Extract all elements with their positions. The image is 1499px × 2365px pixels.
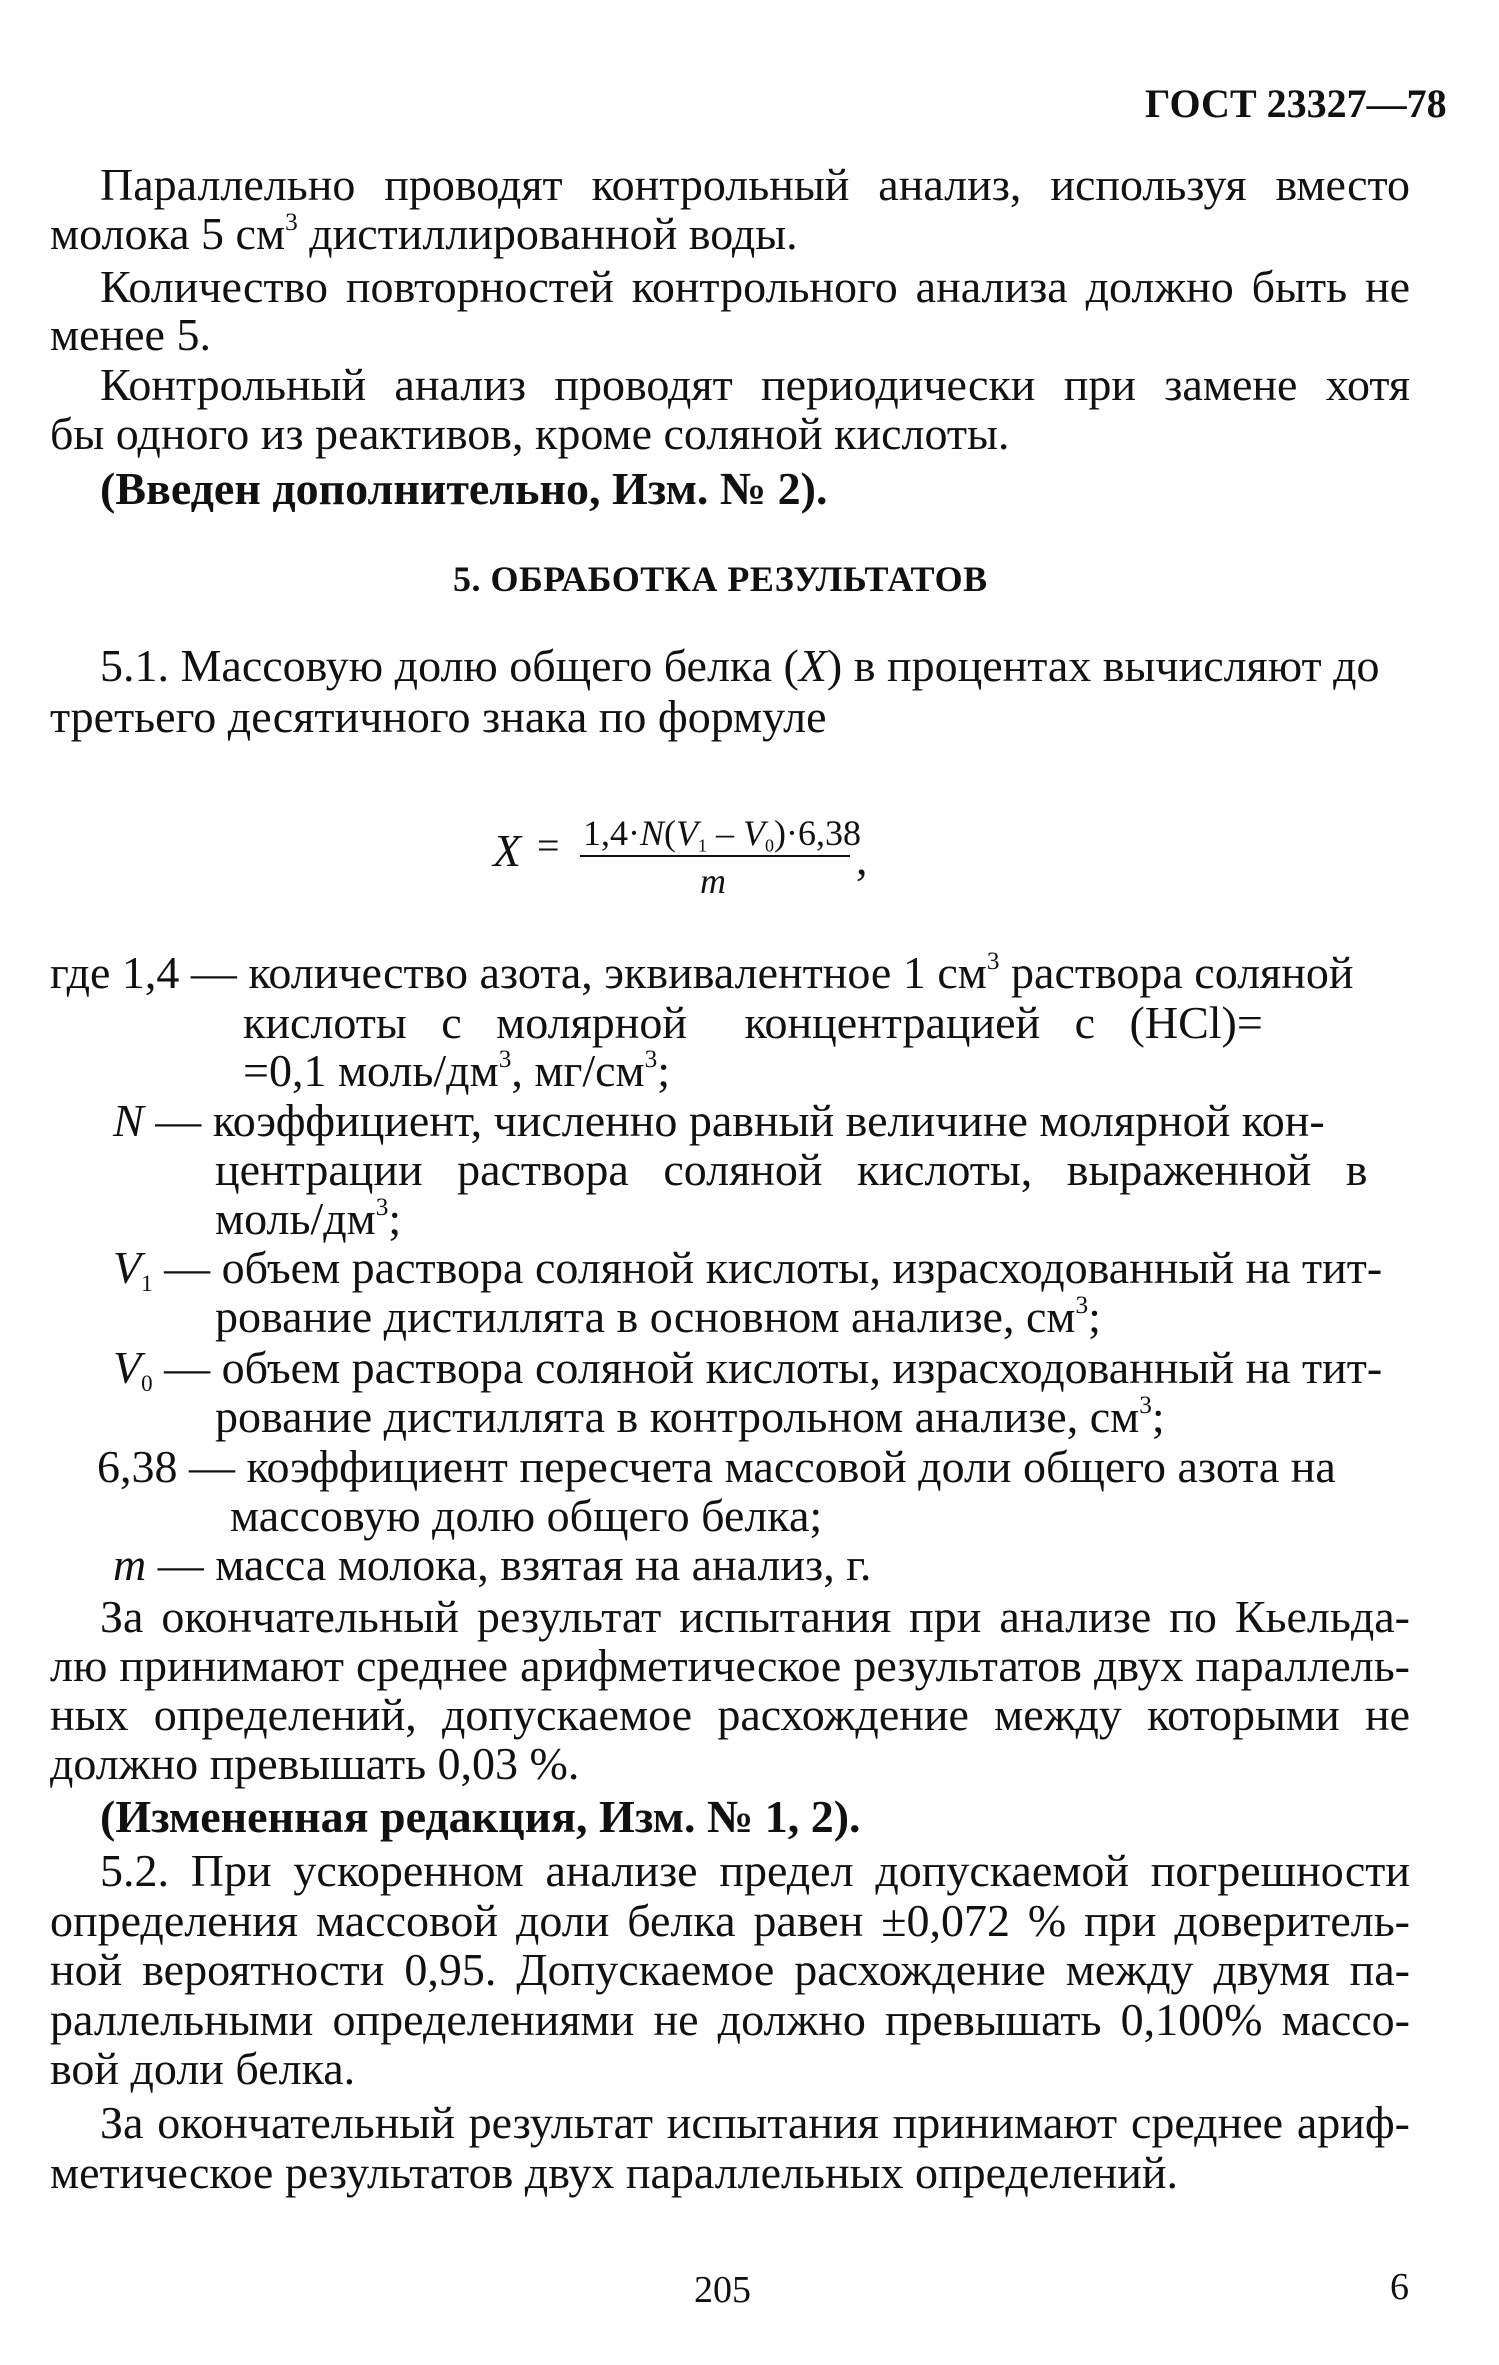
paragraph-line: ных определений, допускаемое расхождение между которыми не: [50, 1689, 1410, 1740]
paragraph-line: вой доли белка.: [50, 2043, 356, 2094]
definition-line: рование дистиллята в основном анализе, $см^3$;: [215, 1291, 1101, 1342]
definition-line: $V_1$ — объем раствора соляной кислоты, израсходованный на тит-: [113, 1242, 1383, 1297]
standard-header: ГОСТ 23327—78: [1145, 81, 1447, 126]
definition-line: моль/$дм^3$;: [215, 1193, 402, 1244]
paragraph-line: лю принимают среднее арифметическое результатов двух параллель-: [50, 1640, 1410, 1691]
definition-line: центрации раствора соляной кислоты, выраженной в: [215, 1144, 1368, 1195]
section-title: 5. ОБРАБОТКА РЕЗУЛЬТАТОВ: [453, 559, 988, 599]
formula-denominator: m: [700, 861, 726, 901]
paragraph-line: Контрольный анализ проводят периодически при замене хотя: [100, 359, 1410, 410]
definition-line: 6,38 — коэффициент пересчета массовой доли общего азота на: [97, 1441, 1336, 1492]
definition-line: где 1,4 — количество азота, эквивалентное 1 $см^3$ раствора соляной: [50, 947, 1354, 998]
paragraph-line: За окончательный результат испытания при анализе по Кьельда-: [100, 1591, 1410, 1642]
paragraph-line: третьего десятичного знака по формуле: [50, 691, 827, 742]
formula-comma: ,: [856, 833, 868, 884]
definition-line: $V_0$ — объем раствора соляной кислоты, израсходованный на тит-: [113, 1342, 1383, 1397]
paragraph-line: должно превышать 0,03 %.: [50, 1738, 580, 1789]
paragraph-line: 5.2. При ускоренном анализе предел допускаемой погрешности: [100, 1845, 1410, 1896]
definition-line: m — масса молока, взятая на анализ, г.: [113, 1539, 872, 1590]
definition-line: кислоты с молярной концентрацией с (HCl)=: [243, 997, 1263, 1048]
paragraph-line: раллельными определениями не должно превышать 0,100% массо-: [50, 1994, 1410, 2045]
paragraph-line: метическое результатов двух параллельных определений.: [50, 2147, 1178, 2198]
formula-numerator: $1,4\cdot N(V_1 - V_0)\cdot 6,38$: [583, 813, 861, 856]
paragraph-line: Количество повторностей контрольного анализа должно быть не: [100, 261, 1410, 312]
definition-line: рование дистиллята в контрольном анализе, $см^3$;: [215, 1391, 1165, 1442]
paragraph-line: бы одного из реактивов, кроме соляной кислоты.: [50, 408, 1010, 459]
definition-line: =0,1 моль/$дм^3$, $мг/см^3$;: [243, 1045, 671, 1096]
paragraph-line: ной вероятности 0,95. Допускаемое расхождение между двумя па-: [50, 1944, 1410, 1995]
amendment-note: (Измененная редакция, Изм. № 1, 2).: [100, 1791, 861, 1842]
paragraph-line: определения массовой доли белка равен ±0,072 % при доверитель-: [50, 1895, 1410, 1946]
paragraph-line: 5.1. Массовую долю общего белка (X) в процентах вычисляют до: [100, 640, 1380, 691]
paragraph-line: менее 5.: [50, 309, 211, 360]
formula-lhs: X: [493, 825, 522, 876]
paragraph-line: За окончательный результат испытания принимают среднее ариф-: [100, 2097, 1410, 2148]
amendment-note: (Введен дополнительно, Изм. № 2).: [100, 463, 828, 514]
paragraph-line: молока 5 $см^3$ дистиллированной воды.: [50, 208, 798, 259]
page-number: 205: [694, 2269, 751, 2311]
definition-line: массовую долю общего белка;: [230, 1490, 823, 1541]
formula-equals: =: [537, 823, 560, 868]
sheet-number: 6: [1390, 2266, 1409, 2308]
definition-line: N — коэффициент, численно равный величине молярной кон-: [113, 1095, 1325, 1146]
paragraph-line: Параллельно проводят контрольный анализ, используя вместо: [100, 159, 1410, 210]
fraction-bar: [580, 855, 850, 857]
